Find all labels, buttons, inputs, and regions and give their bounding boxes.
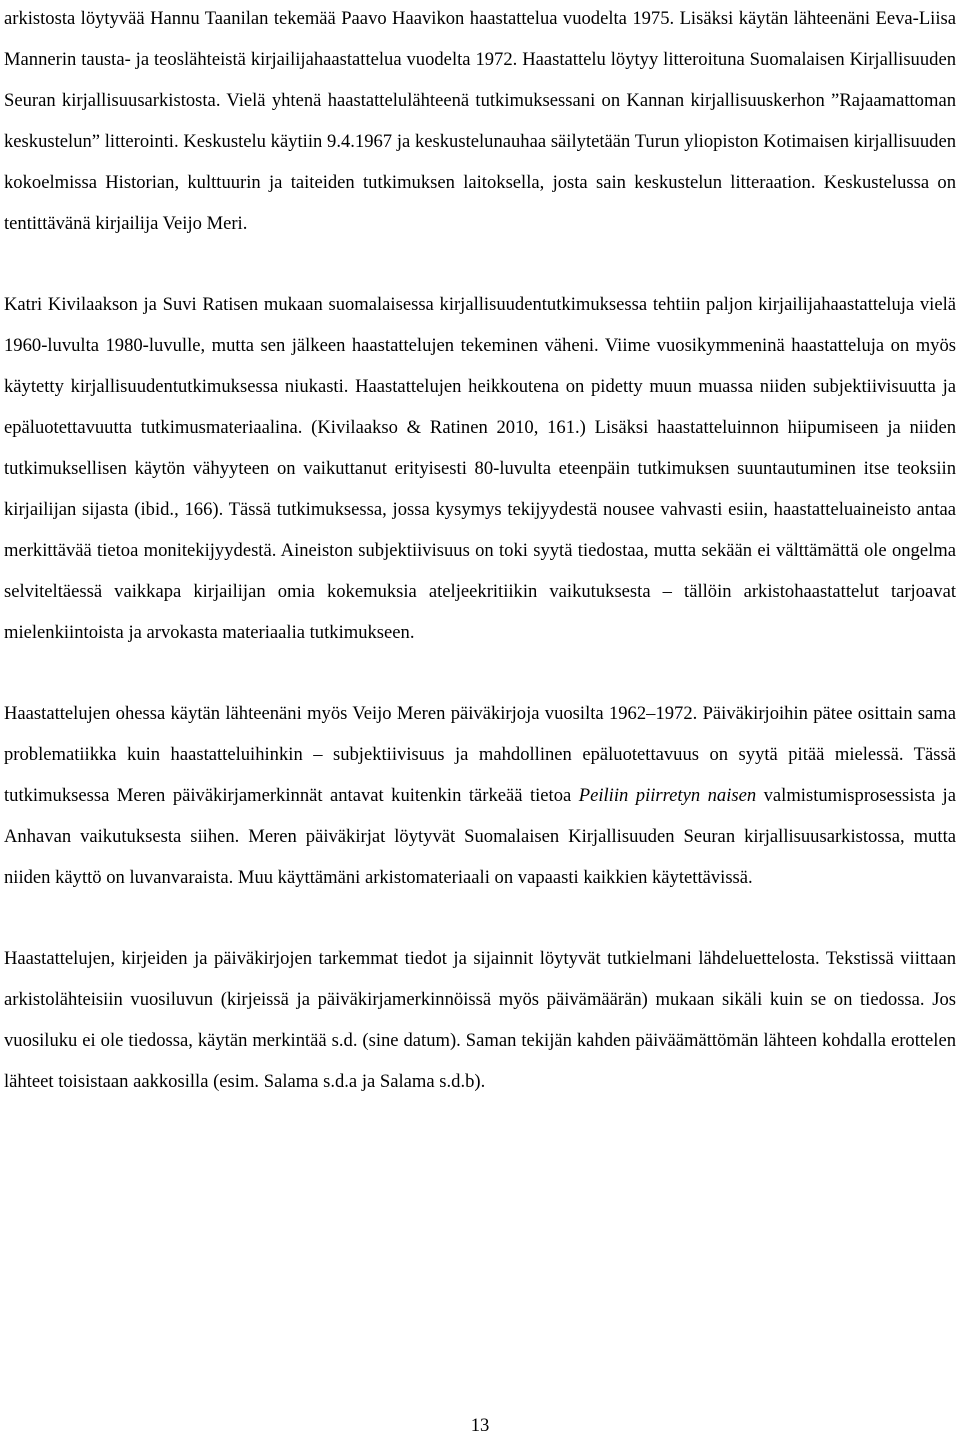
paragraph-archive-sources: arkistosta löytyvää Hannu Taanilan tekemää Paavo Haavikon haastattelua vuodelta 1975. Lisäksi käytän lähteenäni Eeva-Liisa Mannerin tausta- ja teoslähteistä kirjailijahaastattelua vuodelta 1972. Haastattelu löytyy litteroituna Suomalaisen Kirjallisuuden Seuran kirjallisuusarkistosta. Vielä yhtenä haastattelulähteenä tutkimuksessani on Kannan kirjallisuuskerhon ”Rajaamattoman keskustelun” litterointi. Keskustelu käytiin 9.4.1967 ja keskustelunauhaa säilytetään Turun yliopiston Kotimaisen kirjallisuuden kokoelmissa Historian, kulttuurin ja taiteiden tutkimuksen laitoksella, josta sain keskustelun litteraation. Keskustelussa on tentittävänä kirjailija Veijo Meri. — [4, 8, 956, 234]
diaries-text-start: Haastattelujen ohessa käytän lähteenäni myös Veijo Meren päiväkirjoja vuosilta 1962–1972. Päiväkirjoihin pätee osittain sama problematiikka kuin haastatteluihinkin – subjektiivisuus ja mahdollinen epäluotettavuus on syytä pitää mielessä. Tässä tutkimuksessa Meren päiväkirjamerkinnät antavat kuitenkin tärkeää tietoa — [4, 703, 956, 806]
document-page — [4, 0, 956, 1102]
diaries-text-end: valmistumisprosessista ja Anhavan vaikutuksesta siihen. Meren päiväkirjat löytyvät Suomalaisen Kirjallisuuden Seuran kirjallisuusarkistossa, mutta niiden käyttö on luvanvaraista. Muu käyttämäni arkistomateriaali on vapaasti kaikkien käytettävissä. — [4, 785, 956, 888]
paragraph-interview-research: Katri Kivilaakson ja Suvi Ratisen mukaan suomalaisessa kirjallisuudentutkimuksessa tehtiin paljon kirjailijahaastatteluja vielä 1960-luvulta 1980-luvulle, mutta sen jälkeen haastattelujen tekeminen väheni. Viime vuosikymmeninä haastatteluja on myös käytetty kirjallisuudentutkimuksessa niukasti. Haastattelujen heikkoutena on pidetty muun muassa niiden subjektiivisuutta ja epäluotettavuutta tutkimusmateriaalina. (Kivilaakso & Ratinen 2010, 161.) Lisäksi haastatteluinnon hiipumiseen ja niiden tutkimuksellisen käytön vähyyteen on vaikuttanut erityisesti 80-luvulta eteenpäin tutkimuksen suuntautuminen itse teoksiin kirjailijan sijasta (ibid., 166). Tässä tutkimuksessa, jossa kysymys tekijyydestä nousee vahvasti esiin, haastatteluaineisto antaa merkittävää tietoa monitekijyydestä. Aineiston subjektiivisuus on toki syytä tiedostaa, mutta sekään ei välttämättä ole ongelma selviteltäessä vaikkapa kirjailijan omia kokemuksia ateljeekritiikin vaikutuksesta – tällöin arkistohaastattelut tarjoavat mielenkiintoista ja arvokasta materiaalia tutkimukseen. — [4, 294, 956, 643]
page-number: 13 — [470, 1415, 490, 1436]
paragraph-source-references: Haastattelujen, kirjeiden ja päiväkirjojen tarkemmat tiedot ja sijainnit löytyvät tutkielmani lähdeluettelosta. Tekstissä viittaan arkistolähteisiin vuosiluvun (kirjeissä ja päiväkirjamerkinnöissä myös päivämäärän) mukaan sikäli kuin se on tiedossa. Jos vuosiluku ei ole tiedossa, käytän merkintää s.d. (sine datum). Saman tekijän kahden päiväämättömän lähteen kohdalla erottelen lähteet toisistaan aakkosilla (esim. Salama s.d.a ja Salama s.d.b). — [4, 948, 956, 1092]
paragraph-diaries — [4, 693, 956, 898]
book-title-italic: Peiliin piirretyn naisen — [578, 785, 757, 806]
